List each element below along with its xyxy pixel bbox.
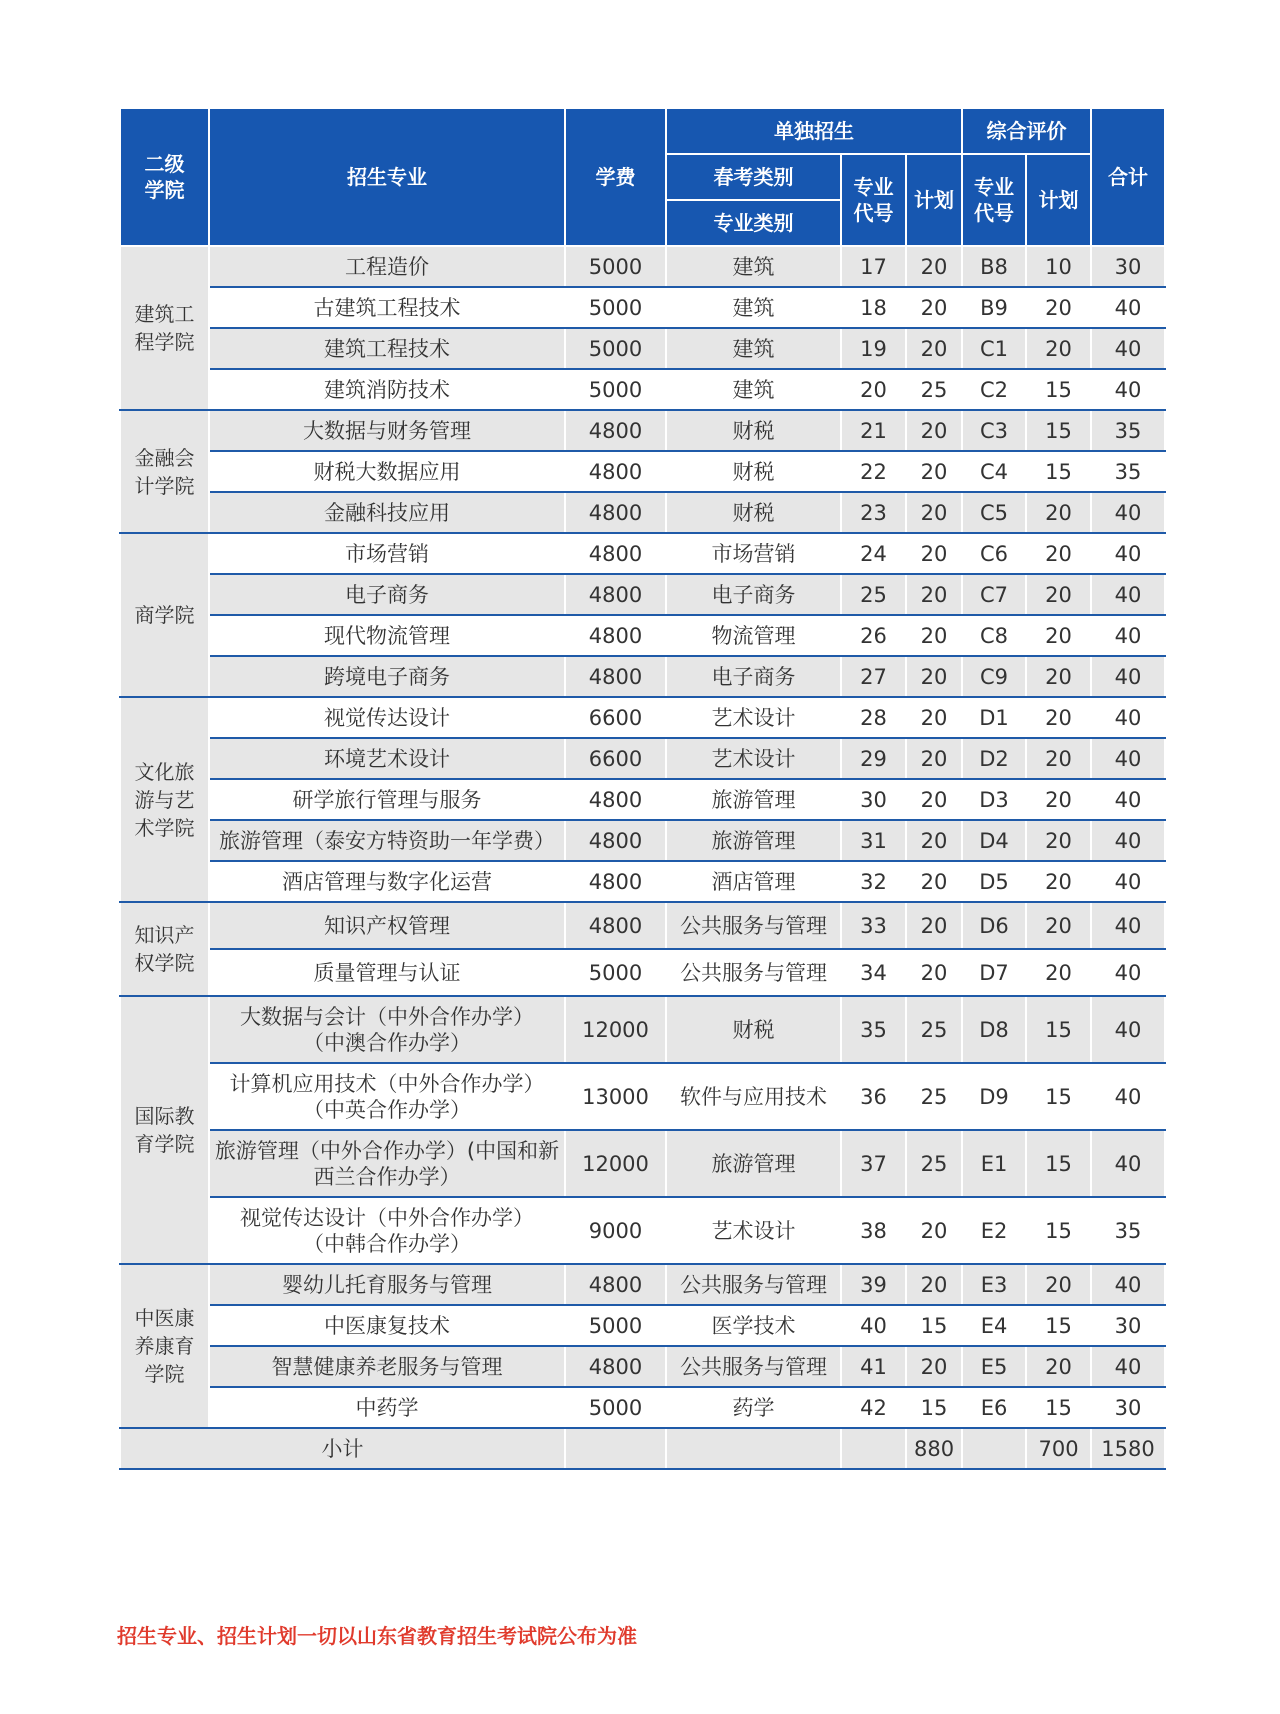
cell-major: 中医康复技术 <box>209 1305 565 1346</box>
table-row <box>120 328 1165 369</box>
cell-code2: C9 <box>962 656 1026 697</box>
cell-category: 旅游管理 <box>666 779 841 820</box>
table-row <box>120 1264 1165 1305</box>
cell-plan2: 20 <box>1026 615 1091 656</box>
cell-total: 40 <box>1091 697 1165 738</box>
cell-code2: D3 <box>962 779 1026 820</box>
table-row <box>120 738 1165 779</box>
cell-major: 跨境电子商务 <box>209 656 565 697</box>
table-row <box>120 902 1165 949</box>
cell-major: 财税大数据应用 <box>209 451 565 492</box>
cell-code2: E6 <box>962 1387 1026 1428</box>
cell-tuition: 4800 <box>565 1346 666 1387</box>
subtotal-empty-cell <box>565 1428 666 1469</box>
cell-total: 35 <box>1091 1197 1165 1264</box>
cell-plan2: 20 <box>1026 949 1091 996</box>
cell-category: 艺术设计 <box>666 738 841 779</box>
cell-plan2: 15 <box>1026 1197 1091 1264</box>
cell-plan2: 20 <box>1026 779 1091 820</box>
header-spring-category: 春考类别 <box>666 154 841 200</box>
cell-code2: E5 <box>962 1346 1026 1387</box>
cell-plan2: 20 <box>1026 902 1091 949</box>
cell-category: 药学 <box>666 1387 841 1428</box>
table-row <box>120 1387 1165 1428</box>
cell-major: 建筑消防技术 <box>209 369 565 410</box>
table-row <box>120 697 1165 738</box>
cell-code2: D6 <box>962 902 1026 949</box>
cell-tuition: 4800 <box>565 492 666 533</box>
cell-plan1: 20 <box>906 410 962 451</box>
cell-code2: C1 <box>962 328 1026 369</box>
cell-total: 40 <box>1091 615 1165 656</box>
cell-plan1: 20 <box>906 328 962 369</box>
cell-plan2: 20 <box>1026 533 1091 574</box>
cell-major: 婴幼儿托育服务与管理 <box>209 1264 565 1305</box>
header-code-1: 专业 代号 <box>841 154 906 246</box>
header-plan-1: 计划 <box>906 154 962 246</box>
cell-category: 建筑 <box>666 328 841 369</box>
cell-plan2: 15 <box>1026 1305 1091 1346</box>
cell-code1: 36 <box>841 1063 906 1130</box>
cell-total: 40 <box>1091 1346 1165 1387</box>
cell-tuition: 9000 <box>565 1197 666 1264</box>
cell-tuition: 4800 <box>565 451 666 492</box>
cell-code1: 17 <box>841 246 906 287</box>
cell-tuition: 4800 <box>565 410 666 451</box>
cell-category: 建筑 <box>666 246 841 287</box>
cell-plan2: 20 <box>1026 287 1091 328</box>
table-row <box>120 820 1165 861</box>
cell-code1: 25 <box>841 574 906 615</box>
cell-major: 工程造价 <box>209 246 565 287</box>
cell-category: 酒店管理 <box>666 861 841 902</box>
subtotal-plan-1: 880 <box>906 1428 962 1469</box>
cell-code1: 35 <box>841 996 906 1063</box>
cell-plan1: 20 <box>906 287 962 328</box>
cell-tuition: 5000 <box>565 1387 666 1428</box>
table-row <box>120 656 1165 697</box>
subtotal-empty-cell <box>962 1428 1026 1469</box>
cell-code1: 22 <box>841 451 906 492</box>
cell-total: 30 <box>1091 1305 1165 1346</box>
cell-category: 旅游管理 <box>666 820 841 861</box>
cell-tuition: 5000 <box>565 949 666 996</box>
cell-code1: 26 <box>841 615 906 656</box>
cell-code1: 27 <box>841 656 906 697</box>
cell-code1: 28 <box>841 697 906 738</box>
cell-category: 电子商务 <box>666 574 841 615</box>
cell-total: 40 <box>1091 287 1165 328</box>
table-row <box>120 996 1165 1063</box>
college-name: 中医康 养康育 学院 <box>120 1264 209 1428</box>
cell-total: 30 <box>1091 246 1165 287</box>
cell-code2: D4 <box>962 820 1026 861</box>
admissions-table <box>119 107 1166 1470</box>
cell-code2: C2 <box>962 369 1026 410</box>
table-row <box>120 1130 1165 1197</box>
cell-plan1: 20 <box>906 533 962 574</box>
cell-major: 智慧健康养老服务与管理 <box>209 1346 565 1387</box>
cell-category: 旅游管理 <box>666 1130 841 1197</box>
cell-tuition: 4800 <box>565 779 666 820</box>
cell-total: 40 <box>1091 656 1165 697</box>
cell-major: 视觉传达设计 <box>209 697 565 738</box>
cell-plan2: 15 <box>1026 1063 1091 1130</box>
cell-major: 研学旅行管理与服务 <box>209 779 565 820</box>
cell-plan1: 25 <box>906 996 962 1063</box>
cell-plan2: 20 <box>1026 738 1091 779</box>
cell-major: 电子商务 <box>209 574 565 615</box>
table-header <box>120 108 1165 246</box>
cell-plan1: 20 <box>906 656 962 697</box>
cell-major: 旅游管理（中外合作办学）(中国和新 西兰合作办学） <box>209 1130 565 1197</box>
table-row <box>120 369 1165 410</box>
college-name: 商学院 <box>120 533 209 697</box>
cell-code1: 39 <box>841 1264 906 1305</box>
cell-plan2: 20 <box>1026 1264 1091 1305</box>
cell-code1: 29 <box>841 738 906 779</box>
cell-plan2: 15 <box>1026 1130 1091 1197</box>
table-row <box>120 949 1165 996</box>
table-row <box>120 410 1165 451</box>
cell-total: 40 <box>1091 861 1165 902</box>
cell-tuition: 5000 <box>565 287 666 328</box>
cell-code2: B8 <box>962 246 1026 287</box>
cell-category: 医学技术 <box>666 1305 841 1346</box>
cell-major: 环境艺术设计 <box>209 738 565 779</box>
cell-category: 电子商务 <box>666 656 841 697</box>
cell-major: 建筑工程技术 <box>209 328 565 369</box>
cell-total: 40 <box>1091 1264 1165 1305</box>
cell-plan2: 15 <box>1026 451 1091 492</box>
cell-tuition: 4800 <box>565 656 666 697</box>
cell-code1: 30 <box>841 779 906 820</box>
cell-code2: C7 <box>962 574 1026 615</box>
cell-total: 40 <box>1091 574 1165 615</box>
cell-category: 物流管理 <box>666 615 841 656</box>
cell-total: 40 <box>1091 996 1165 1063</box>
header-college: 二级 学院 <box>120 108 209 246</box>
cell-tuition: 13000 <box>565 1063 666 1130</box>
cell-code1: 38 <box>841 1197 906 1264</box>
cell-category: 艺术设计 <box>666 1197 841 1264</box>
cell-plan2: 20 <box>1026 861 1091 902</box>
cell-tuition: 4800 <box>565 902 666 949</box>
cell-category: 建筑 <box>666 369 841 410</box>
cell-major: 大数据与会计（中外合作办学） （中澳合作办学） <box>209 996 565 1063</box>
cell-major: 金融科技应用 <box>209 492 565 533</box>
cell-code2: C3 <box>962 410 1026 451</box>
cell-code1: 19 <box>841 328 906 369</box>
cell-tuition: 4800 <box>565 533 666 574</box>
table-row <box>120 1305 1165 1346</box>
cell-tuition: 5000 <box>565 369 666 410</box>
cell-tuition: 6600 <box>565 738 666 779</box>
cell-plan1: 20 <box>906 492 962 533</box>
cell-plan1: 20 <box>906 697 962 738</box>
cell-category: 公共服务与管理 <box>666 949 841 996</box>
cell-plan1: 20 <box>906 1346 962 1387</box>
cell-code1: 34 <box>841 949 906 996</box>
table-row <box>120 779 1165 820</box>
college-name: 知识产 权学院 <box>120 902 209 996</box>
college-name: 国际教 育学院 <box>120 996 209 1264</box>
cell-tuition: 12000 <box>565 996 666 1063</box>
table-row <box>120 615 1165 656</box>
cell-plan1: 20 <box>906 820 962 861</box>
cell-code2: C6 <box>962 533 1026 574</box>
cell-tuition: 4800 <box>565 1264 666 1305</box>
subtotal-empty-cell <box>666 1428 841 1469</box>
cell-code1: 31 <box>841 820 906 861</box>
cell-code1: 24 <box>841 533 906 574</box>
header-code-2: 专业 代号 <box>962 154 1026 246</box>
subtotal-total: 1580 <box>1091 1428 1165 1469</box>
cell-total: 40 <box>1091 779 1165 820</box>
table-row <box>120 861 1165 902</box>
cell-code2: D2 <box>962 738 1026 779</box>
cell-plan1: 25 <box>906 1063 962 1130</box>
cell-tuition: 5000 <box>565 1305 666 1346</box>
cell-code2: E1 <box>962 1130 1026 1197</box>
cell-category: 公共服务与管理 <box>666 1346 841 1387</box>
header-total: 合计 <box>1091 108 1165 246</box>
cell-plan1: 20 <box>906 451 962 492</box>
cell-category: 市场营销 <box>666 533 841 574</box>
cell-code1: 37 <box>841 1130 906 1197</box>
cell-category: 艺术设计 <box>666 697 841 738</box>
college-name: 建筑工 程学院 <box>120 246 209 410</box>
cell-plan1: 20 <box>906 861 962 902</box>
cell-code1: 21 <box>841 410 906 451</box>
header-single-enrollment: 单独招生 <box>666 108 962 154</box>
cell-plan2: 10 <box>1026 246 1091 287</box>
cell-plan1: 20 <box>906 1264 962 1305</box>
cell-plan2: 20 <box>1026 574 1091 615</box>
cell-code2: C4 <box>962 451 1026 492</box>
cell-plan2: 20 <box>1026 492 1091 533</box>
cell-total: 40 <box>1091 492 1165 533</box>
cell-code2: C8 <box>962 615 1026 656</box>
cell-code1: 42 <box>841 1387 906 1428</box>
cell-plan2: 15 <box>1026 1387 1091 1428</box>
cell-category: 财税 <box>666 451 841 492</box>
cell-code1: 40 <box>841 1305 906 1346</box>
cell-tuition: 4800 <box>565 820 666 861</box>
cell-plan1: 20 <box>906 779 962 820</box>
cell-code2: D7 <box>962 949 1026 996</box>
cell-major: 酒店管理与数字化运营 <box>209 861 565 902</box>
cell-total: 40 <box>1091 369 1165 410</box>
table-row <box>120 1063 1165 1130</box>
cell-tuition: 5000 <box>565 246 666 287</box>
cell-code1: 20 <box>841 369 906 410</box>
cell-plan1: 15 <box>906 1387 962 1428</box>
cell-major: 现代物流管理 <box>209 615 565 656</box>
cell-plan2: 15 <box>1026 410 1091 451</box>
cell-total: 30 <box>1091 1387 1165 1428</box>
cell-code2: E4 <box>962 1305 1026 1346</box>
cell-total: 40 <box>1091 328 1165 369</box>
table-row <box>120 451 1165 492</box>
subtotal-plan-2: 700 <box>1026 1428 1091 1469</box>
cell-plan1: 20 <box>906 246 962 287</box>
cell-plan1: 20 <box>906 1197 962 1264</box>
header-tuition: 学费 <box>565 108 666 246</box>
subtotal-empty-cell <box>841 1428 906 1469</box>
cell-code2: D9 <box>962 1063 1026 1130</box>
table-row <box>120 533 1165 574</box>
cell-major: 质量管理与认证 <box>209 949 565 996</box>
cell-plan2: 20 <box>1026 697 1091 738</box>
cell-category: 软件与应用技术 <box>666 1063 841 1130</box>
cell-plan1: 15 <box>906 1305 962 1346</box>
cell-tuition: 4800 <box>565 861 666 902</box>
cell-category: 财税 <box>666 996 841 1063</box>
cell-category: 财税 <box>666 410 841 451</box>
cell-code2: C5 <box>962 492 1026 533</box>
cell-total: 40 <box>1091 738 1165 779</box>
cell-category: 建筑 <box>666 287 841 328</box>
cell-tuition: 5000 <box>565 328 666 369</box>
table-row <box>120 574 1165 615</box>
cell-total: 35 <box>1091 451 1165 492</box>
cell-plan2: 20 <box>1026 656 1091 697</box>
cell-code1: 32 <box>841 861 906 902</box>
cell-plan1: 20 <box>906 902 962 949</box>
cell-category: 公共服务与管理 <box>666 1264 841 1305</box>
cell-major: 古建筑工程技术 <box>209 287 565 328</box>
header-plan-2: 计划 <box>1026 154 1091 246</box>
cell-category: 财税 <box>666 492 841 533</box>
cell-total: 40 <box>1091 902 1165 949</box>
cell-total: 35 <box>1091 410 1165 451</box>
cell-plan2: 20 <box>1026 328 1091 369</box>
cell-plan2: 20 <box>1026 1346 1091 1387</box>
cell-category: 公共服务与管理 <box>666 902 841 949</box>
cell-code1: 33 <box>841 902 906 949</box>
cell-plan1: 20 <box>906 949 962 996</box>
cell-plan1: 20 <box>906 574 962 615</box>
cell-tuition: 12000 <box>565 1130 666 1197</box>
cell-code2: B9 <box>962 287 1026 328</box>
cell-plan1: 20 <box>906 738 962 779</box>
subtotal-row <box>120 1428 1165 1469</box>
cell-major: 知识产权管理 <box>209 902 565 949</box>
cell-total: 40 <box>1091 1130 1165 1197</box>
cell-code1: 41 <box>841 1346 906 1387</box>
table-row <box>120 246 1165 287</box>
cell-major: 旅游管理（泰安方特资助一年学费） <box>209 820 565 861</box>
table-row <box>120 492 1165 533</box>
cell-plan1: 20 <box>906 615 962 656</box>
cell-code1: 18 <box>841 287 906 328</box>
cell-total: 40 <box>1091 820 1165 861</box>
cell-major: 视觉传达设计（中外合作办学） （中韩合作办学） <box>209 1197 565 1264</box>
cell-total: 40 <box>1091 949 1165 996</box>
cell-plan2: 15 <box>1026 369 1091 410</box>
cell-code2: D5 <box>962 861 1026 902</box>
college-name: 文化旅 游与艺 术学院 <box>120 697 209 902</box>
cell-code2: D8 <box>962 996 1026 1063</box>
table-body <box>120 246 1165 1469</box>
cell-plan2: 15 <box>1026 996 1091 1063</box>
cell-plan1: 25 <box>906 369 962 410</box>
cell-tuition: 4800 <box>565 615 666 656</box>
cell-major: 中药学 <box>209 1387 565 1428</box>
cell-major: 计算机应用技术（中外合作办学） （中英合作办学） <box>209 1063 565 1130</box>
subtotal-label: 小计 <box>120 1428 565 1469</box>
footnote: 招生专业、招生计划一切以山东省教育招生考试院公布为准 <box>117 1624 637 1648</box>
table-row <box>120 287 1165 328</box>
cell-total: 40 <box>1091 533 1165 574</box>
cell-tuition: 4800 <box>565 574 666 615</box>
cell-code2: E3 <box>962 1264 1026 1305</box>
cell-major: 市场营销 <box>209 533 565 574</box>
header-major: 招生专业 <box>209 108 565 246</box>
cell-plan1: 25 <box>906 1130 962 1197</box>
cell-plan2: 20 <box>1026 820 1091 861</box>
cell-major: 大数据与财务管理 <box>209 410 565 451</box>
cell-tuition: 6600 <box>565 697 666 738</box>
table-row <box>120 1346 1165 1387</box>
header-major-category: 专业类别 <box>666 200 841 246</box>
header-composite-evaluation: 综合评价 <box>962 108 1091 154</box>
college-name: 金融会 计学院 <box>120 410 209 533</box>
cell-code2: E2 <box>962 1197 1026 1264</box>
table-row <box>120 1197 1165 1264</box>
cell-total: 40 <box>1091 1063 1165 1130</box>
cell-code1: 23 <box>841 492 906 533</box>
cell-code2: D1 <box>962 697 1026 738</box>
